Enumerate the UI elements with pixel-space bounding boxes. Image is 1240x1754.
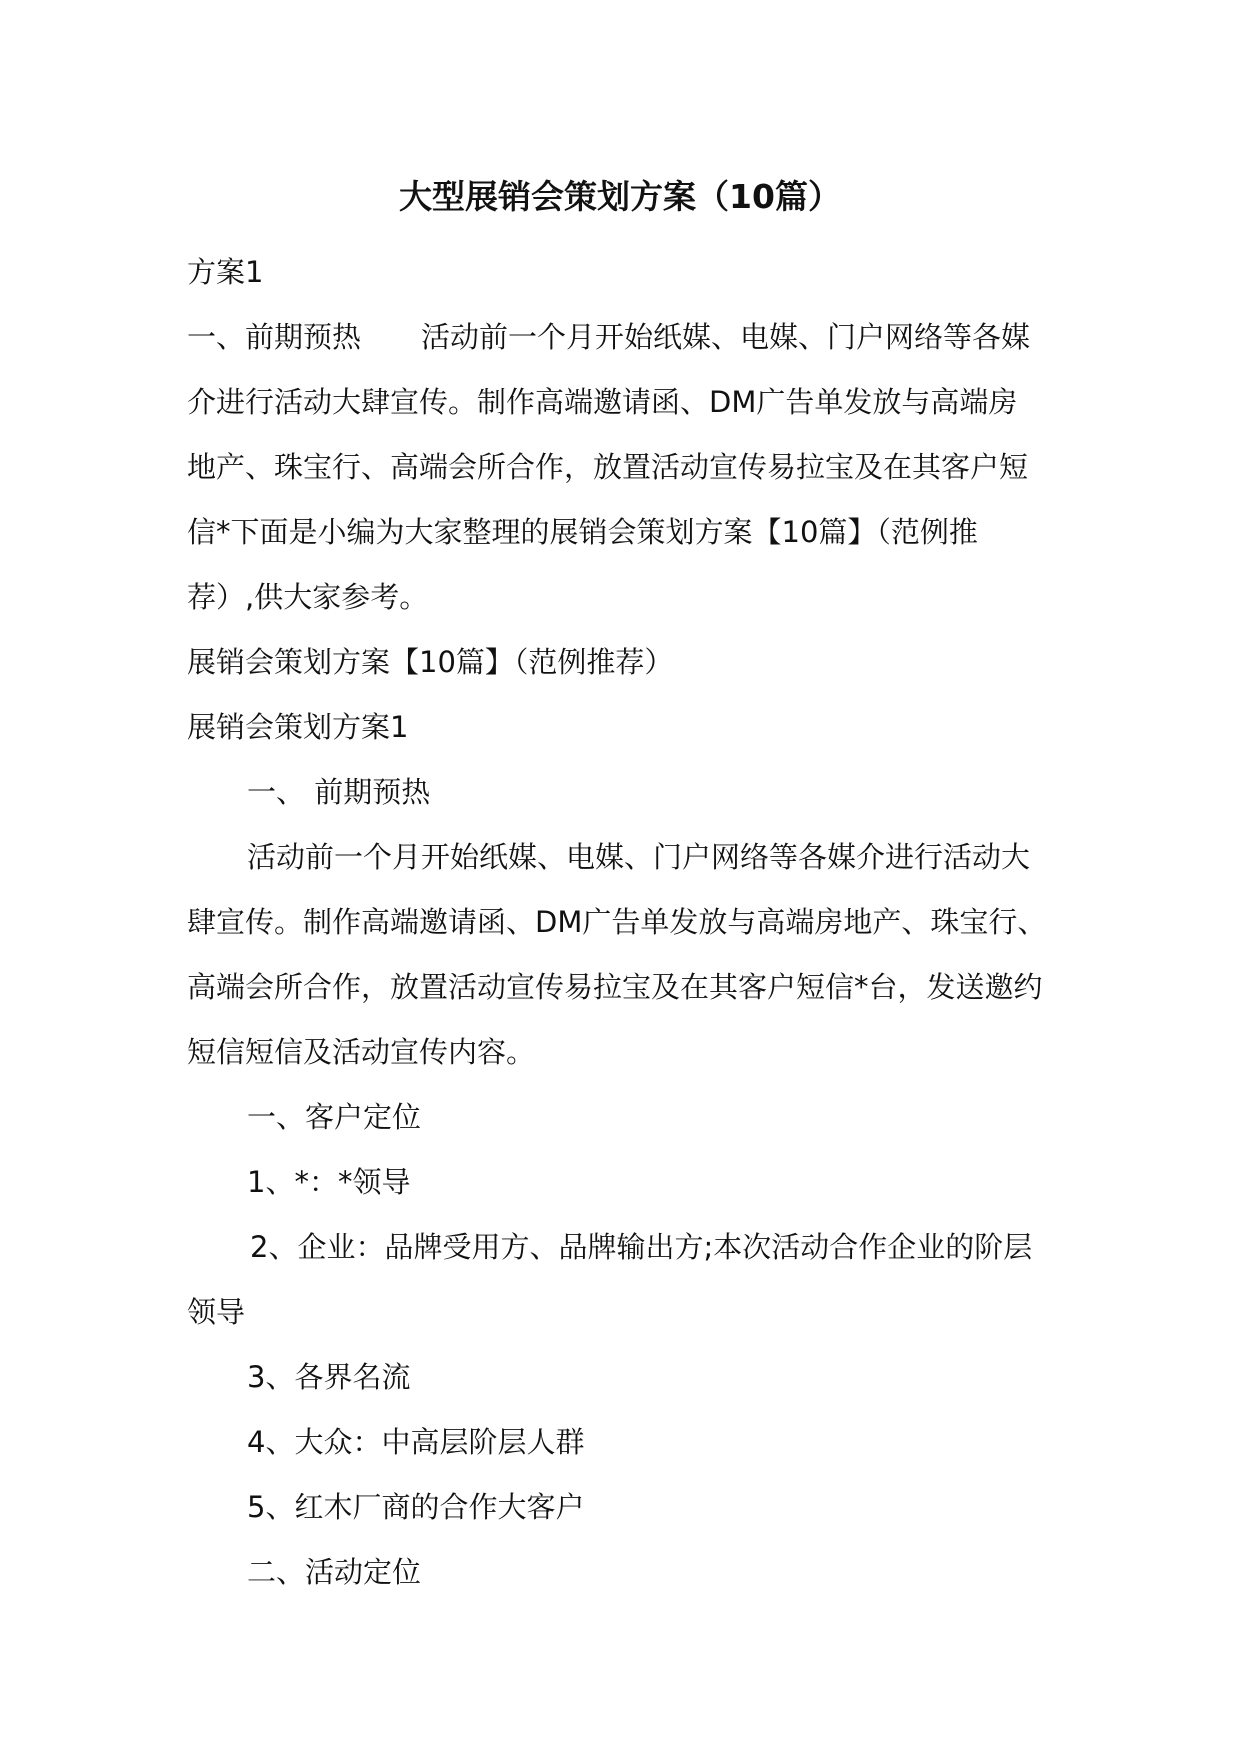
section-heading: 一、客户定位 [247,1100,422,1134]
paragraph-line: 活动前一个月开始纸媒、电媒、门户网络等各媒介进行活动大 [247,840,1031,874]
paragraph-line: 高端会所合作，放置活动宣传易拉宝及在其客户短信*台，发送邀约 [187,970,1043,1004]
section-heading-inline: 一、前期预热 [187,320,362,354]
paragraph-text: 活动前一个月开始纸媒、电媒、门户网络等各媒 [421,320,1031,354]
paragraph-line: 荐）,供大家参考。 [187,580,429,614]
paragraph-line: 信*下面是小编为大家整理的展销会策划方案【10篇】（范例推 [187,515,978,549]
section-heading: 二、活动定位 [247,1555,422,1589]
paragraph-line: 介进行活动大肆宣传。制作高端邀请函、DM广告单发放与高端房 [187,385,1018,419]
list-item: 1、*：*领导 [247,1165,411,1199]
paragraph-line: 短信短信及活动宣传内容。 [187,1035,536,1069]
subtitle-line: 展销会策划方案【10篇】（范例推荐） [187,645,674,679]
section-heading: 一、 前期预热 [247,775,431,809]
plan-heading: 展销会策划方案1 [187,710,409,744]
document-body [187,240,1067,1605]
list-item: 3、各界名流 [247,1360,411,1394]
list-item: 4、大众：中高层阶层人群 [247,1425,585,1459]
list-item-continuation: 领导 [187,1295,246,1329]
list-item: 5、红木厂商的合作大客户 [247,1490,585,1524]
plan-heading: 方案1 [187,255,264,289]
paragraph-line: 肆宣传。制作高端邀请函、DM广告单发放与高端房地产、珠宝行、 [187,905,1047,939]
paragraph-line: 地产、珠宝行、高端会所合作，放置活动宣传易拉宝及在其客户短 [187,450,1029,484]
document-title: 大型展销会策划方案（10篇） [399,177,841,216]
paragraph-line [187,305,1067,370]
list-item: 2、企业：品牌受用方、品牌输出方;本次活动合作企业的阶层 [250,1230,1033,1264]
